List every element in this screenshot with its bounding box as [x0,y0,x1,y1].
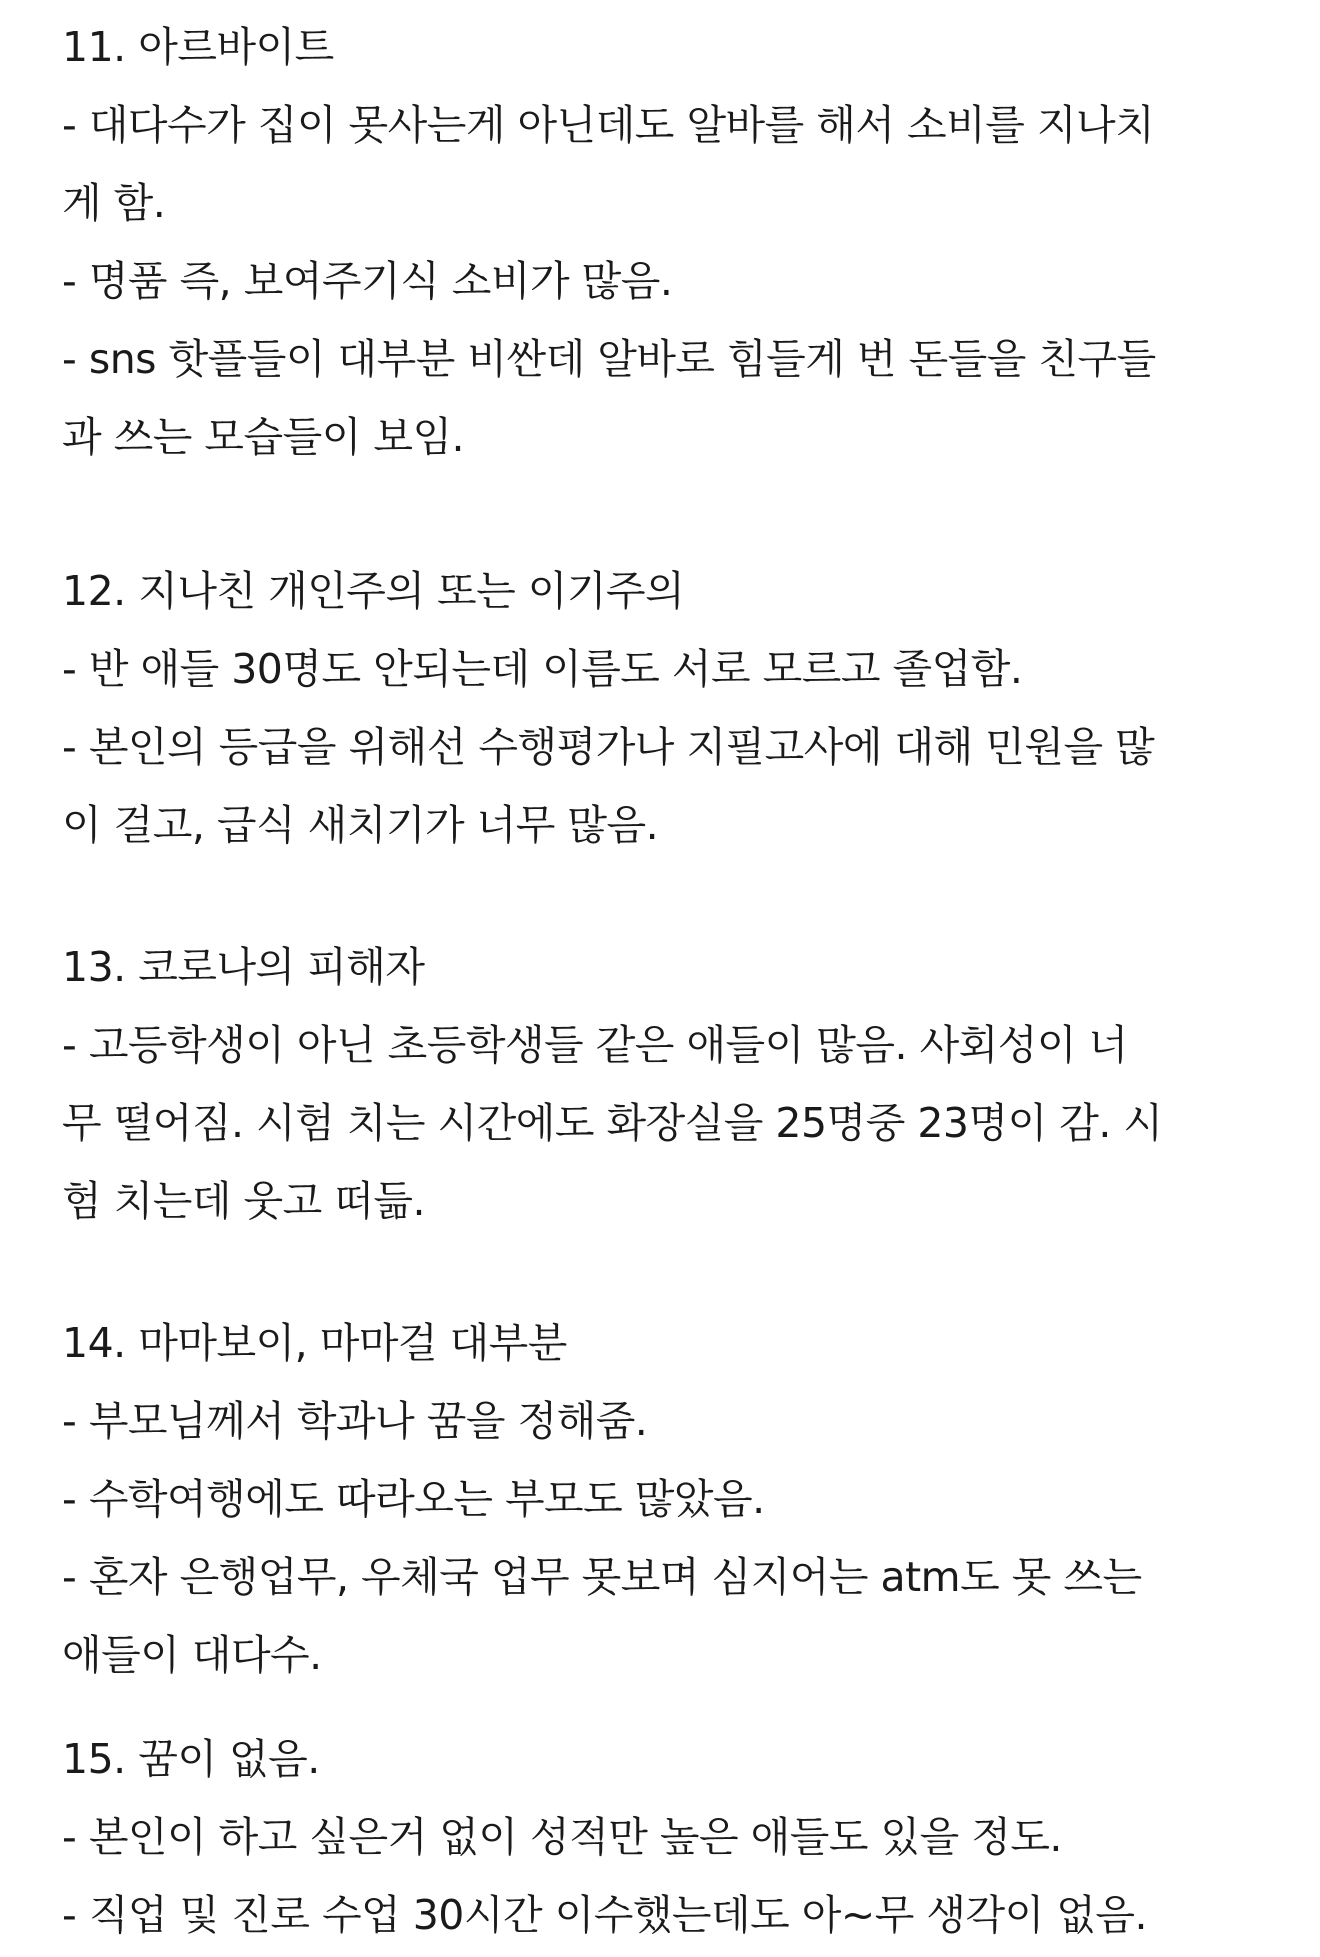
text-line: - 고등학생이 아닌 초등학생들 같은 애들이 많음. 사회성이 너 [62,1021,1128,1069]
text-line: - 직업 및 진로 수업 30시간 이수했는데도 아~무 생각이 없음. [62,1891,1147,1939]
text-line: - 대다수가 집이 못사는게 아닌데도 알바를 해서 소비를 지나치 [62,101,1155,149]
section-heading: 12. 지나친 개인주의 또는 이기주의 [62,567,685,615]
section-heading: 15. 꿈이 없음. [62,1735,320,1783]
text-line: 험 치는데 웃고 떠듦. [62,1177,425,1225]
text-line: - 명품 즉, 보여주기식 소비가 많음. [62,257,673,305]
text-line: 과 쓰는 모습들이 보임. [62,413,465,461]
text-line: - 수학여행에도 따라오는 부모도 많았음. [62,1475,765,1523]
text-line: - 혼자 은행업무, 우체국 업무 못보며 심지어는 atm도 못 쓰는 [62,1553,1142,1601]
text-line: 이 걸고, 급식 새치기가 너무 많음. [62,801,659,849]
section-heading: 13. 코로나의 피해자 [62,943,425,991]
text-line: - 본인의 등급을 위해선 수행평가나 지필고사에 대해 민원을 많 [62,723,1155,771]
text-line: 무 떨어짐. 시험 치는 시간에도 화장실을 25명중 23명이 감. 시 [62,1099,1163,1147]
text-line: - 부모님께서 학과나 꿈을 정해줌. [62,1397,648,1445]
section-heading: 14. 마마보이, 마마걸 대부분 [62,1319,567,1367]
text-line: - 본인이 하고 싶은거 없이 성적만 높은 애들도 있을 정도. [62,1813,1062,1861]
text-line: - 반 애들 30명도 안되는데 이름도 서로 모르고 졸업함. [62,645,1023,693]
section-heading: 11. 아르바이트 [62,23,334,71]
text-line: 애들이 대다수. [62,1631,322,1679]
text-line: - sns 핫플들이 대부분 비싼데 알바로 힘들게 번 돈들을 친구들 [62,335,1156,383]
text-line: 게 함. [62,179,166,227]
